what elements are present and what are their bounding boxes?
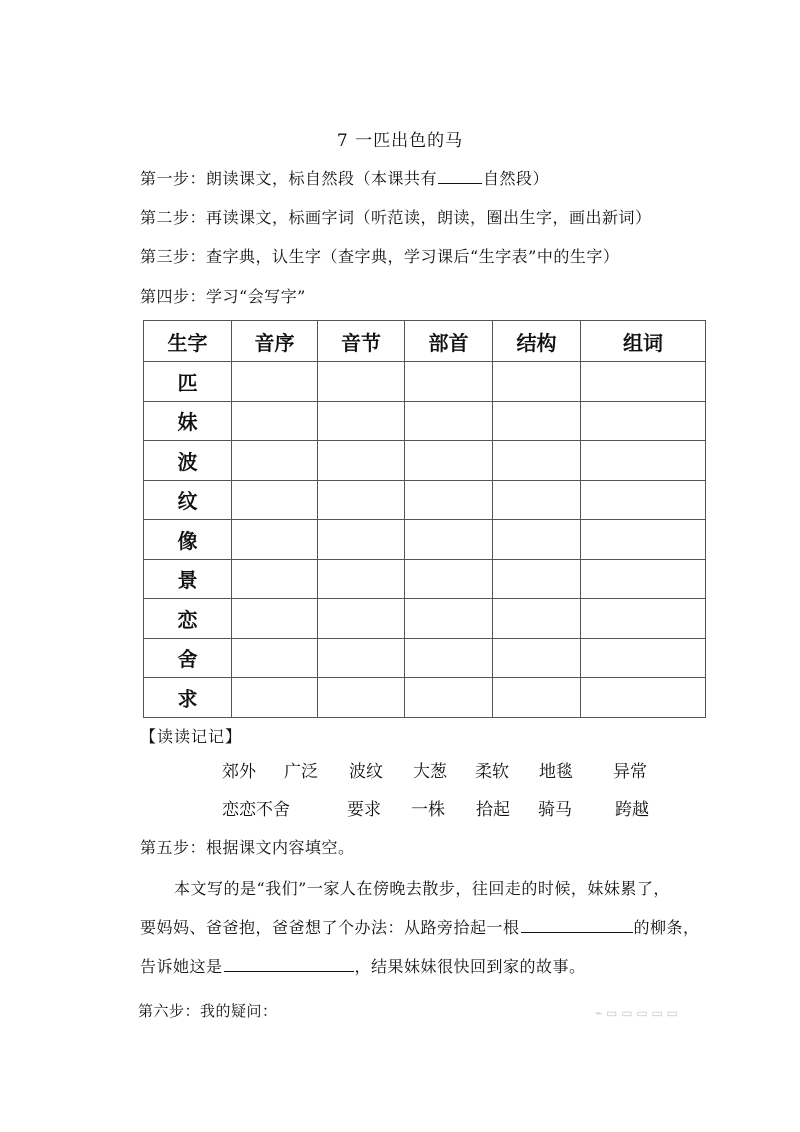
blank-cell[interactable] xyxy=(493,599,581,639)
vocab-word: 恋恋不舍 xyxy=(222,800,290,820)
blank-cell[interactable] xyxy=(581,520,706,560)
blank-cell[interactable] xyxy=(318,441,405,481)
blank-cell[interactable] xyxy=(318,401,405,441)
blank-cell[interactable] xyxy=(318,599,405,639)
blank-cell[interactable] xyxy=(232,520,318,560)
blank-cell[interactable] xyxy=(232,678,318,718)
blank-cell[interactable] xyxy=(232,362,318,402)
header-cell: 音序 xyxy=(232,321,318,362)
blank-cell[interactable] xyxy=(232,599,318,639)
header-cell: 部首 xyxy=(405,321,493,362)
paragraph-count-blank[interactable] xyxy=(438,182,482,184)
blank-cell[interactable] xyxy=(405,678,493,718)
blank-cell[interactable] xyxy=(318,678,405,718)
step-4: 第四步：学习“会写字” xyxy=(140,287,306,306)
fill-in-line-2 xyxy=(140,915,740,938)
character-cell: 求 xyxy=(144,678,232,718)
blank-cell[interactable] xyxy=(581,362,706,402)
vocab-word: 广泛 xyxy=(284,762,318,782)
character-cell: 像 xyxy=(144,520,232,560)
blank-cell[interactable] xyxy=(232,401,318,441)
character-cell: 妹 xyxy=(144,401,232,441)
table-row xyxy=(144,678,706,718)
step-2: 第二步：再读课文，标画字词（听范读，朗读，圈出生字，画出新词） xyxy=(140,208,652,227)
blank-cell[interactable] xyxy=(405,638,493,678)
vocab-row-2 xyxy=(0,795,800,819)
header-cell: 生字 xyxy=(144,321,232,362)
character-cell: 舍 xyxy=(144,638,232,678)
reading-heading: 【读读记记】 xyxy=(140,727,243,746)
blank-cell[interactable] xyxy=(581,480,706,520)
character-cell: 景 xyxy=(144,559,232,599)
blank-cell[interactable] xyxy=(493,559,581,599)
step-1 xyxy=(140,166,549,189)
answer-blank[interactable] xyxy=(224,970,354,972)
blank-cell[interactable] xyxy=(232,638,318,678)
blank-cell[interactable] xyxy=(493,520,581,560)
blank-cell[interactable] xyxy=(405,520,493,560)
watermark-logo: ⌁ ▭ ▭ ▭ ▭ ▭ xyxy=(595,1006,678,1020)
vocab-word: 跨越 xyxy=(615,800,649,820)
vocab-word: 郊外 xyxy=(222,762,256,782)
table-header-row xyxy=(144,321,706,362)
blank-cell[interactable] xyxy=(493,362,581,402)
step-1-text: 第一步：朗读课文，标自然段（本课共有 xyxy=(140,169,438,188)
blank-cell[interactable] xyxy=(405,559,493,599)
vocab-word: 骑马 xyxy=(538,800,572,820)
header-cell: 音节 xyxy=(318,321,405,362)
vocab-word: 一株 xyxy=(411,800,445,820)
fill-in-line-3 xyxy=(140,954,740,977)
blank-cell[interactable] xyxy=(232,559,318,599)
step-3: 第三步：查字典，认生字（查字典，学习课后“生字表”中的生字） xyxy=(140,247,620,266)
blank-cell[interactable] xyxy=(405,401,493,441)
vocab-word: 地毯 xyxy=(539,762,573,782)
blank-cell[interactable] xyxy=(318,480,405,520)
blank-cell[interactable] xyxy=(493,480,581,520)
vocab-word: 大葱 xyxy=(413,762,447,782)
vocab-word: 波纹 xyxy=(349,762,383,782)
blank-cell[interactable] xyxy=(405,362,493,402)
blank-cell[interactable] xyxy=(493,638,581,678)
table-row xyxy=(144,520,706,560)
header-cell: 组词 xyxy=(581,321,706,362)
table-row xyxy=(144,480,706,520)
blank-cell[interactable] xyxy=(493,441,581,481)
lesson-title: 7 一匹出色的马 xyxy=(336,131,464,151)
blank-cell[interactable] xyxy=(405,599,493,639)
header-cell: 结构 xyxy=(493,321,581,362)
character-cell: 波 xyxy=(144,441,232,481)
blank-cell[interactable] xyxy=(232,441,318,481)
fill-in-line-3-text: 告诉她这是 xyxy=(140,957,223,976)
blank-cell[interactable] xyxy=(232,480,318,520)
blank-cell[interactable] xyxy=(581,638,706,678)
vocab-row-1 xyxy=(0,757,800,781)
willow-blank[interactable] xyxy=(521,931,633,933)
blank-cell[interactable] xyxy=(581,401,706,441)
step-1-suffix: 自然段） xyxy=(483,169,550,188)
vocab-word: 要求 xyxy=(347,800,381,820)
character-table xyxy=(143,320,706,718)
vocab-word: 柔软 xyxy=(475,762,509,782)
character-cell: 匹 xyxy=(144,362,232,402)
step-6-label: 第六步：我的疑问： xyxy=(138,1002,278,1020)
fill-in-line-1: 本文写的是“我们”一家人在傍晚去散步，往回走的时候，妹妹累了， xyxy=(174,879,670,898)
table-row xyxy=(144,559,706,599)
character-cell: 恋 xyxy=(144,599,232,639)
blank-cell[interactable] xyxy=(318,559,405,599)
blank-cell[interactable] xyxy=(581,678,706,718)
blank-cell[interactable] xyxy=(581,441,706,481)
blank-cell[interactable] xyxy=(405,441,493,481)
vocab-word: 异常 xyxy=(613,762,647,782)
blank-cell[interactable] xyxy=(581,559,706,599)
character-cell: 纹 xyxy=(144,480,232,520)
table-row xyxy=(144,638,706,678)
table-row xyxy=(144,401,706,441)
fill-in-line-2-text: 要妈妈、爸爸抱，爸爸想了个办法：从路旁拾起一根 xyxy=(140,918,520,937)
blank-cell[interactable] xyxy=(581,599,706,639)
blank-cell[interactable] xyxy=(493,401,581,441)
blank-cell[interactable] xyxy=(318,362,405,402)
blank-cell[interactable] xyxy=(405,480,493,520)
blank-cell[interactable] xyxy=(318,520,405,560)
blank-cell[interactable] xyxy=(493,678,581,718)
fill-in-line-2-suffix: 的柳条， xyxy=(633,918,700,937)
blank-cell[interactable] xyxy=(318,638,405,678)
fill-in-line-3-suffix: ，结果妹妹很快回到家的故事。 xyxy=(354,957,586,976)
step-5-label: 第五步：根据课文内容填空。 xyxy=(140,838,355,857)
table-row xyxy=(144,362,706,402)
vocab-word: 拾起 xyxy=(476,800,510,820)
table-row xyxy=(144,599,706,639)
table-row xyxy=(144,441,706,481)
